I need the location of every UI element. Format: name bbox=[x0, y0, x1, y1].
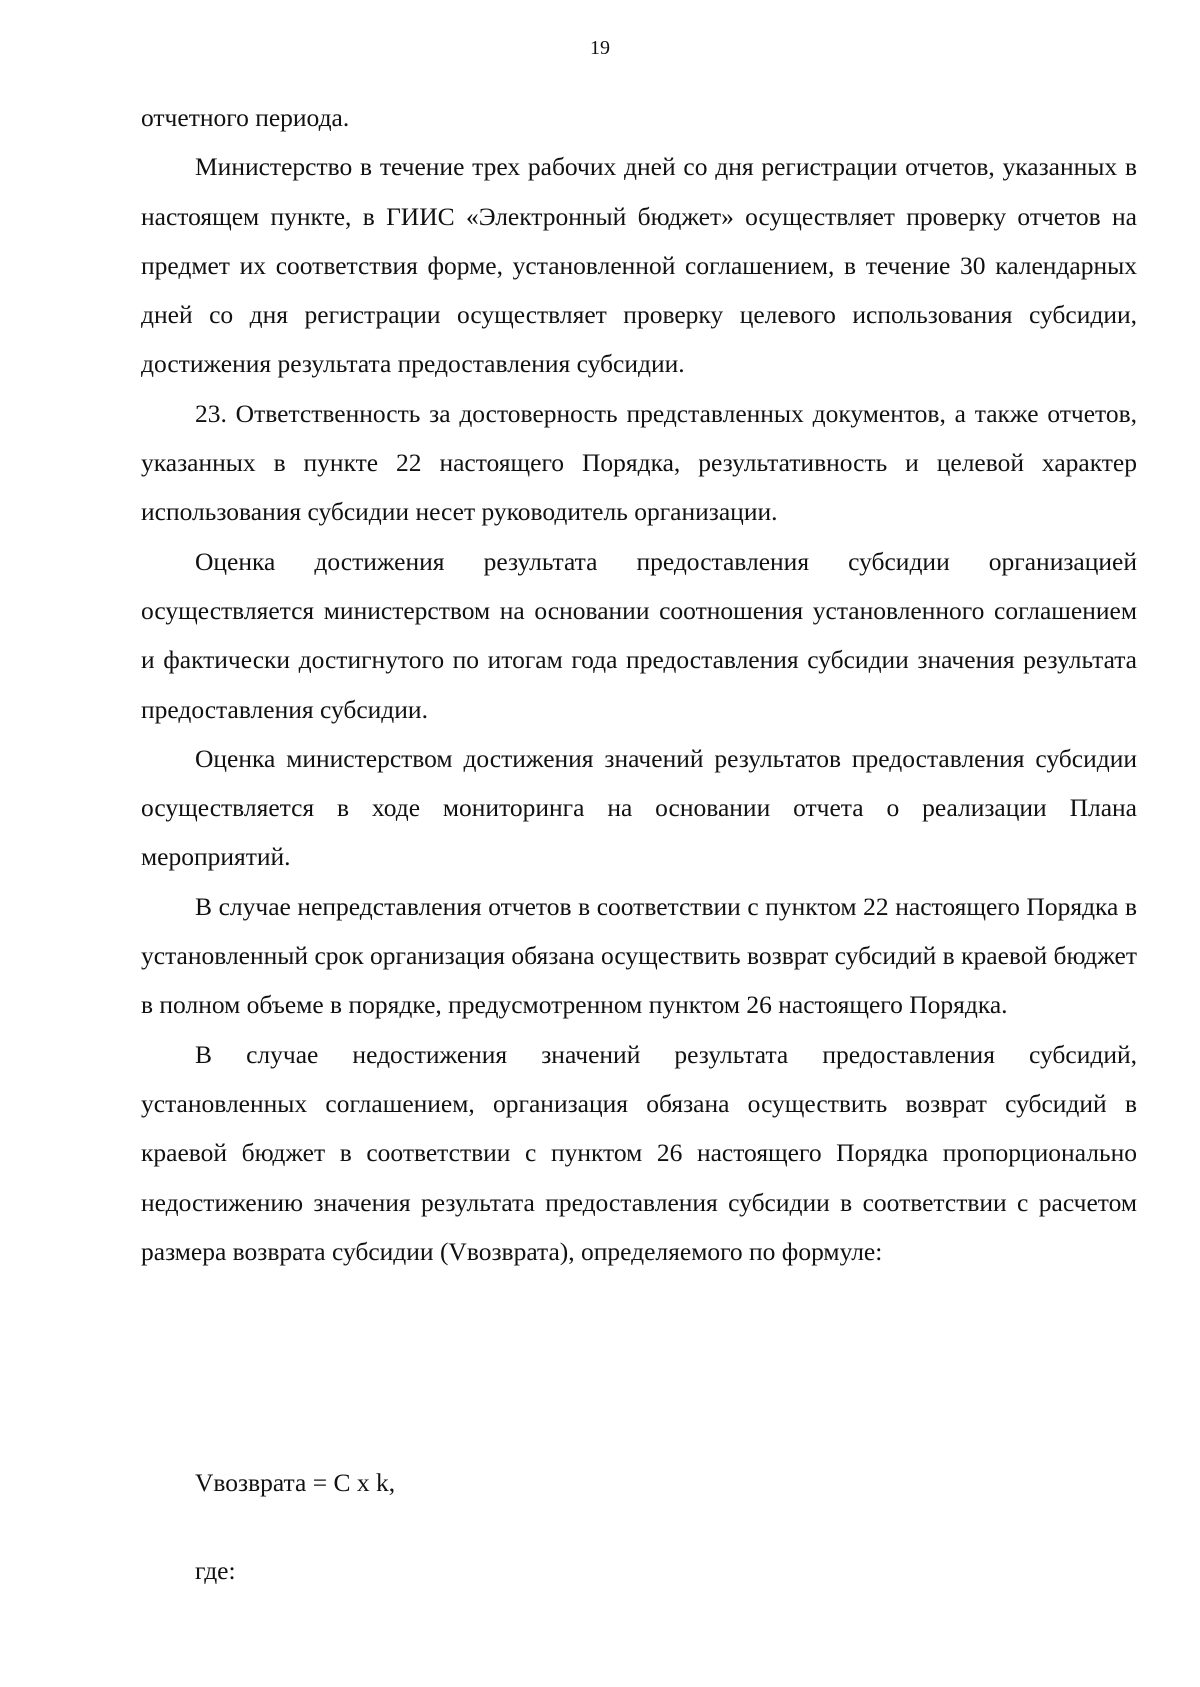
paragraph-non-submission: В случае непредставления отчетов в соответствии с пунктом 22 настоящего Порядка в установленный срок организация обязана осуществить возврат субсидий в краевой бюджет в полном объеме в порядке, предусмотренном пунктом 26 настоящего Порядка. bbox=[141, 891, 1137, 1020]
paragraph-continuation: отчетного периода. bbox=[141, 103, 350, 132]
paragraph-non-achievement: В случае недостижения значений результата предоставления субсидий, установленных соглашением, организация обязана осуществить возврат субсидий в краевой бюджет в соответствии с пунктом 26 настоящего Порядка пропорционально недостижению значения результата предоставления субсидии в соответствии с расчетом размера возврата субсидии (Vвозврата), определяемого по формуле: bbox=[141, 1039, 1137, 1266]
document-body bbox=[141, 93, 1137, 1276]
refund-formula: Vвозврата = C x k, bbox=[195, 1468, 396, 1497]
where-label: где: bbox=[195, 1556, 236, 1585]
paragraph-assessment: Оценка достижения результата предоставления субсидии организацией осуществляется министерством на основании соотношения установленного соглашением и фактически достигнутого по итогам года предоставления субсидии значения результата предоставления субсидии. bbox=[141, 546, 1137, 724]
paragraph-monitoring: Оценка министерством достижения значений результатов предоставления субсидии осуществляется в ходе мониторинга на основании отчета о реализации Плана мероприятий. bbox=[141, 743, 1137, 872]
paragraph-ministry-check: Министерство в течение трех рабочих дней со дня регистрации отчетов, указанных в настоящем пункте, в ГИИС «Электронный бюджет» осуществляет проверку отчетов на предмет их соответствия форме, установленной соглашением, в течение 30 календарных дней со дня регистрации осуществляет проверку целевого использования субсидии, достижения результата предоставления субсидии. bbox=[141, 152, 1137, 379]
paragraph-item-23: 23. Ответственность за достоверность представленных документов, а также отчетов, указанных в пункте 22 настоящего Порядка, результативность и целевой характер использования субсидии несет руководитель организации. bbox=[141, 398, 1137, 527]
page-number: 19 bbox=[590, 37, 610, 59]
